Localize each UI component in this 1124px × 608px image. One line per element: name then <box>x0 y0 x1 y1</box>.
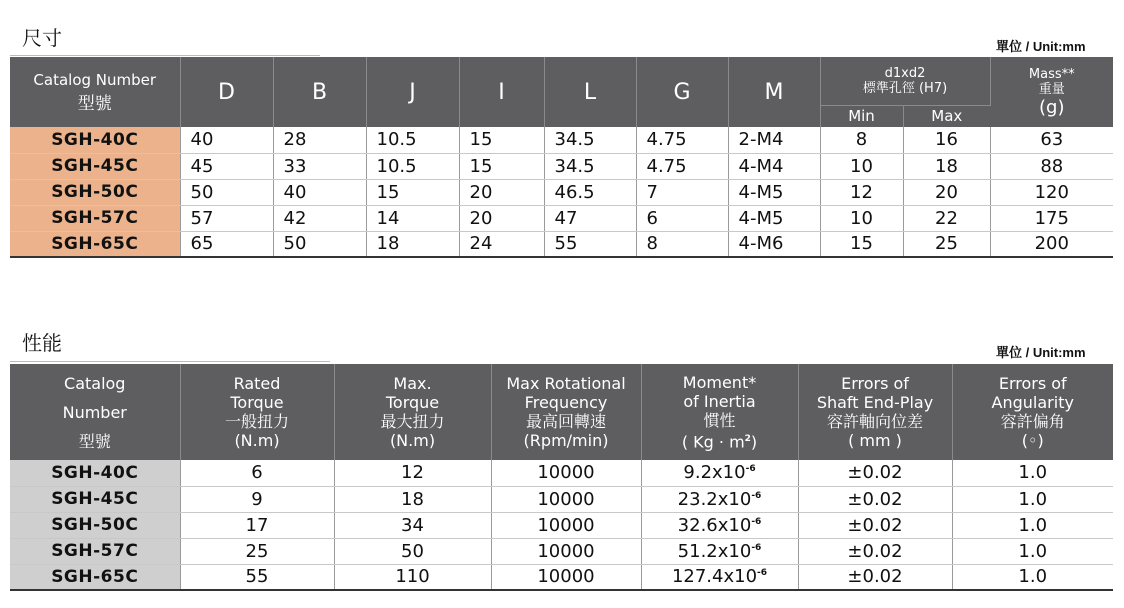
header-rated-line3: 一般扭力 <box>224 412 289 431</box>
value-cell: 10000 <box>491 460 641 486</box>
value-cell: 10000 <box>491 512 641 538</box>
model-cell: SGH-57C <box>10 205 180 231</box>
value-cell: 18 <box>903 153 990 179</box>
header-rot-line3: 最高回轉速 <box>525 412 606 431</box>
dimensions-title-underline <box>10 55 320 56</box>
value-cell: 34.5 <box>544 153 636 179</box>
header-max-line3: 最大扭力 <box>380 412 445 431</box>
performance-title-underline <box>10 361 330 362</box>
value-cell: 65 <box>180 231 273 257</box>
value-cell: 1.0 <box>952 486 1113 512</box>
model-cell: SGH-50C <box>10 512 180 538</box>
value-cell: 2-M4 <box>728 127 820 153</box>
value-cell: 200 <box>990 231 1113 257</box>
header-err-line3: 容許軸向位差 <box>826 412 923 431</box>
value-cell: 7 <box>636 179 728 205</box>
table-row <box>10 460 1113 486</box>
value-cell: 15 <box>820 231 903 257</box>
header-rated-torque <box>180 364 334 460</box>
header-j: J <box>366 57 459 127</box>
inertia-x10: x10 <box>717 514 752 536</box>
value-cell: 28 <box>273 127 366 153</box>
table-row <box>10 538 1113 564</box>
header-moment-inertia <box>641 364 798 460</box>
value-cell: 15 <box>459 127 544 153</box>
inertia-exponent: -6 <box>751 542 762 553</box>
value-cell: 10000 <box>491 564 641 590</box>
value-cell: 1.0 <box>952 538 1113 564</box>
value-cell: 55 <box>180 564 334 590</box>
value-cell: 17 <box>180 512 334 538</box>
table-row <box>10 564 1113 590</box>
inertia-exponent: -6 <box>745 464 756 475</box>
value-cell: 20 <box>459 205 544 231</box>
header-bore-top: d1xd2 <box>884 65 926 81</box>
value-cell: 4-M6 <box>728 231 820 257</box>
value-cell: 20 <box>903 179 990 205</box>
header-ang-line4: (◦) <box>1021 431 1044 450</box>
table-row <box>10 486 1113 512</box>
value-cell: 46.5 <box>544 179 636 205</box>
value-cell: 24 <box>459 231 544 257</box>
header-rated-line4: (N.m) <box>234 431 280 450</box>
header-ang-line2: Angularity <box>991 393 1074 412</box>
header-catalog-line3: 型號 <box>78 431 111 451</box>
value-cell: 42 <box>273 205 366 231</box>
value-cell: 4-M4 <box>728 153 820 179</box>
header-mom-unit-b: ) <box>750 432 758 452</box>
header-m: M <box>728 57 820 127</box>
inertia-cell <box>641 512 798 538</box>
header-catalog-en: Catalog Number <box>33 70 157 89</box>
value-cell: 10000 <box>491 486 641 512</box>
inertia-x10: x10 <box>717 540 752 562</box>
header-mass-zh: 重量 <box>1038 81 1065 97</box>
inertia-mantissa: 127.4 <box>671 566 724 588</box>
value-cell: 8 <box>636 231 728 257</box>
header-mom-unit-sup: 2 <box>744 433 751 444</box>
inertia-exponent: -6 <box>751 490 762 501</box>
model-cell: SGH-65C <box>10 231 180 257</box>
value-cell: 8 <box>820 127 903 153</box>
value-cell: ±0.02 <box>798 538 952 564</box>
header-catalog-number <box>10 57 180 127</box>
header-mom-line2: of Inertia <box>683 391 756 411</box>
model-cell: SGH-45C <box>10 486 180 512</box>
value-cell: ±0.02 <box>798 460 952 486</box>
value-cell: 40 <box>180 127 273 153</box>
header-err-line4: ( mm ) <box>848 431 902 450</box>
model-cell: SGH-40C <box>10 460 180 486</box>
value-cell: 50 <box>180 179 273 205</box>
header-err-line2: Shaft End-Play <box>816 393 934 412</box>
value-cell: 14 <box>366 205 459 231</box>
value-cell: 10000 <box>491 538 641 564</box>
value-cell: 10 <box>820 153 903 179</box>
inertia-x10: x10 <box>723 566 758 588</box>
value-cell: 1.0 <box>952 512 1113 538</box>
dimensions-title: 尺寸 <box>22 26 62 50</box>
table-row <box>10 179 1113 205</box>
value-cell: 34.5 <box>544 127 636 153</box>
inertia-exponent: -6 <box>757 568 768 579</box>
header-catalog-line2: Number <box>62 402 127 422</box>
header-mass-unit: (g) <box>1039 96 1065 118</box>
value-cell: 4.75 <box>636 127 728 153</box>
table-row <box>10 205 1113 231</box>
value-cell: 4-M5 <box>728 205 820 231</box>
header-rated-line2: Torque <box>230 393 284 412</box>
header-catalog-zh: 型號 <box>77 93 112 114</box>
value-cell: 175 <box>990 205 1113 231</box>
inertia-cell <box>641 460 798 486</box>
inertia-cell <box>641 538 798 564</box>
header-rot-line2: Frequency <box>524 393 608 412</box>
value-cell: 12 <box>334 460 491 486</box>
header-bore <box>820 57 990 105</box>
value-cell: 33 <box>273 153 366 179</box>
header-i: I <box>459 57 544 127</box>
value-cell: 4.75 <box>636 153 728 179</box>
value-cell: 57 <box>180 205 273 231</box>
value-cell: 1.0 <box>952 564 1113 590</box>
value-cell: 63 <box>990 127 1113 153</box>
value-cell: 16 <box>903 127 990 153</box>
performance-table <box>10 364 1113 591</box>
value-cell: 120 <box>990 179 1113 205</box>
performance-unit: 單位 / Unit:mm <box>996 345 1086 360</box>
value-cell: 10.5 <box>366 153 459 179</box>
header-err-line1: Errors of <box>841 374 909 393</box>
value-cell: 88 <box>990 153 1113 179</box>
header-max-torque <box>334 364 491 460</box>
value-cell: ±0.02 <box>798 486 952 512</box>
model-cell: SGH-65C <box>10 564 180 590</box>
value-cell: 6 <box>180 460 334 486</box>
value-cell: 50 <box>334 538 491 564</box>
header-max-line4: (N.m) <box>389 431 436 450</box>
model-cell: SGH-57C <box>10 538 180 564</box>
header-ang-line1: Errors of <box>998 374 1067 393</box>
header-mass-en: Mass** <box>1028 66 1075 82</box>
inertia-mantissa: 51.2 <box>677 540 718 562</box>
inertia-mantissa: 23.2 <box>677 488 718 510</box>
model-cell: SGH-45C <box>10 153 180 179</box>
dimensions-unit: 單位 / Unit:mm <box>996 39 1086 54</box>
value-cell: 20 <box>459 179 544 205</box>
value-cell: ±0.02 <box>798 512 952 538</box>
header-angularity <box>952 364 1113 460</box>
table-row <box>10 127 1113 153</box>
value-cell: 15 <box>366 179 459 205</box>
value-cell: 10 <box>820 205 903 231</box>
inertia-x10: x10 <box>712 462 746 484</box>
value-cell: 40 <box>273 179 366 205</box>
value-cell: 6 <box>636 205 728 231</box>
table-row <box>10 231 1113 257</box>
value-cell: 18 <box>334 486 491 512</box>
value-cell: 47 <box>544 205 636 231</box>
header-min: Min <box>820 105 903 127</box>
value-cell: 18 <box>366 231 459 257</box>
header-g: G <box>636 57 728 127</box>
inertia-cell <box>641 486 798 512</box>
value-cell: ±0.02 <box>798 564 952 590</box>
header-max: Max <box>903 105 990 127</box>
inertia-exponent: -6 <box>751 516 762 527</box>
value-cell: 15 <box>459 153 544 179</box>
value-cell: 12 <box>820 179 903 205</box>
header-d: D <box>180 57 273 127</box>
inertia-mantissa: 32.6 <box>677 514 718 536</box>
value-cell: 25 <box>180 538 334 564</box>
header-mom-unit-a: ( Kg · m <box>681 432 745 452</box>
value-cell: 22 <box>903 205 990 231</box>
header-rot-line1: Max Rotational <box>506 374 626 393</box>
header-catalog-line1: Catalog <box>64 373 126 393</box>
inertia-mantissa: 9.2 <box>683 462 713 484</box>
header-shaft-end-play <box>798 364 952 460</box>
value-cell: 1.0 <box>952 460 1113 486</box>
header-ang-line3: 容許偏角 <box>1000 412 1065 431</box>
inertia-cell <box>641 564 798 590</box>
inertia-x10: x10 <box>717 488 752 510</box>
value-cell: 45 <box>180 153 273 179</box>
model-cell: SGH-50C <box>10 179 180 205</box>
header-max-line1: Max. <box>393 374 432 393</box>
performance-title: 性能 <box>22 331 62 355</box>
table-row <box>10 153 1113 179</box>
header-mom-line3: 慣性 <box>703 410 736 430</box>
value-cell: 34 <box>334 512 491 538</box>
value-cell: 10.5 <box>366 127 459 153</box>
header-catalog <box>10 364 180 460</box>
header-rot-line4: (Rpm/min) <box>523 431 609 450</box>
model-cell: SGH-40C <box>10 127 180 153</box>
header-mom-line4 <box>642 430 798 451</box>
header-max-line2: Torque <box>385 393 440 412</box>
value-cell: 4-M5 <box>728 179 820 205</box>
value-cell: 9 <box>180 486 334 512</box>
dimensions-table <box>10 57 1113 258</box>
header-rated-line1: Rated <box>233 374 281 393</box>
table-row <box>10 512 1113 538</box>
value-cell: 55 <box>544 231 636 257</box>
header-bore-zh: 標準孔徑 (H7) <box>862 80 948 96</box>
header-mom-line1: Moment* <box>682 372 757 392</box>
value-cell: 50 <box>273 231 366 257</box>
value-cell: 25 <box>903 231 990 257</box>
header-b: B <box>273 57 366 127</box>
value-cell: 110 <box>334 564 491 590</box>
header-mass <box>990 57 1113 127</box>
header-max-rotational <box>491 364 641 460</box>
header-l: L <box>544 57 636 127</box>
